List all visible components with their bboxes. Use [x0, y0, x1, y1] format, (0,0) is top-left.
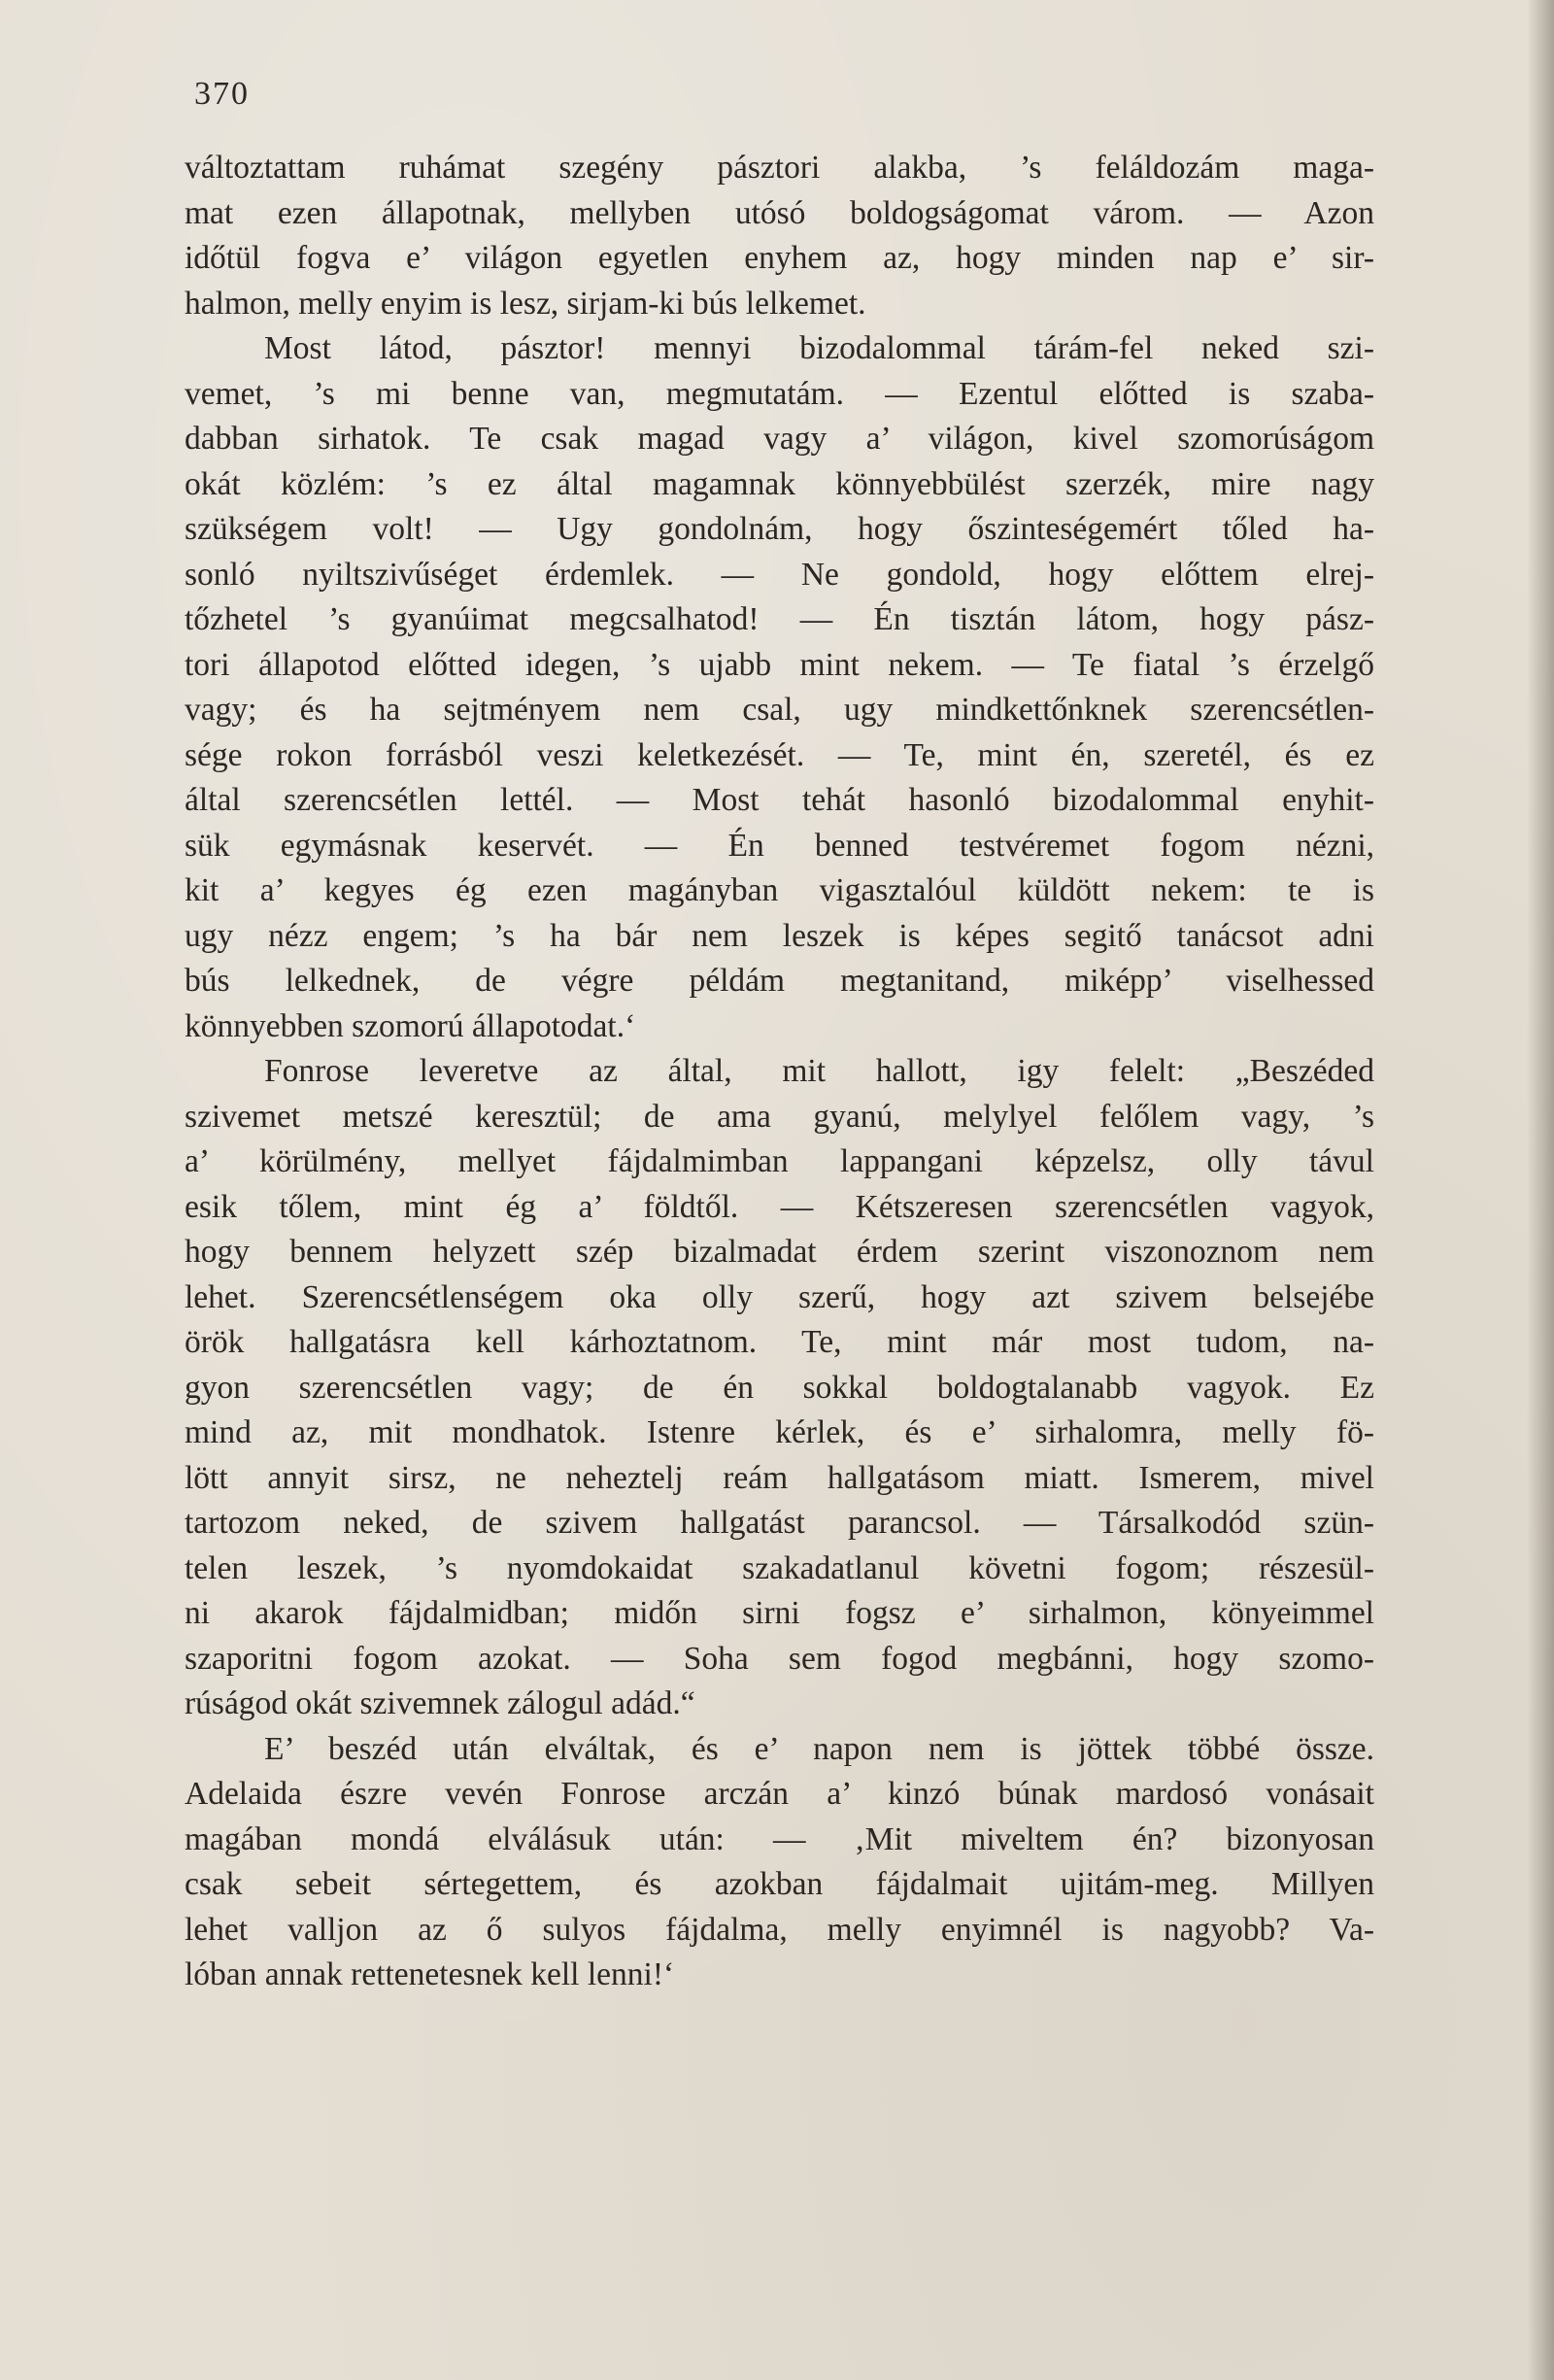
text-line: szivemet metszé keresztül; de ama gyanú, melylyel felőlem vagy, ’s — [185, 1098, 1374, 1135]
text-line: Fonrose leveretve az által, mit hallott, igy felelt: „Beszéded — [264, 1053, 1374, 1089]
text-line: örök hallgatásra kell kárhoztatnom. Te, mint már most tudom, na- — [185, 1324, 1374, 1360]
text-line: hogy bennem helyzett szép bizalmadat érdem szerint viszonoznom nem — [185, 1234, 1374, 1270]
text-line: mat ezen állapotnak, mellyben utósó boldogságomat várom. — Azon — [185, 194, 1374, 231]
text-line: sége rokon forrásból veszi keletkezését. — Te, mint én, szeretél, és ez — [185, 736, 1374, 773]
text-line: kit a’ kegyes ég ezen magányban vigasztalóul küldött nekem: te is — [185, 872, 1374, 908]
text-line: sük egymásnak keservét. — Én benned testvéremet fogom nézni, — [185, 827, 1374, 864]
text-line: bús lelkednek, de végre példám megtanitand, miképp’ viselhessed — [185, 963, 1374, 999]
text-line: lehet. Szerencsétlenségem oka olly szerű, hogy azt szivem belsejébe — [185, 1278, 1374, 1315]
text-line: mind az, mit mondhatok. Istenre kérlek, és e’ sirhalomra, melly fö- — [185, 1414, 1374, 1450]
text-line: ugy nézz engem; ’s ha bár nem leszek is képes segitő tanácsot adni — [185, 917, 1374, 954]
text-line: halmon, melly enyim is lesz, sirjam-ki bús lelkemet. — [185, 285, 866, 322]
text-line: telen leszek, ’s nyomdokaidat szakadatlanul követni fogom; részesül- — [185, 1549, 1374, 1586]
text-line: tartozom neked, de szivem hallgatást parancsol. — Társalkodód szün- — [185, 1505, 1374, 1541]
page-number: 370 — [194, 76, 250, 112]
text-line: magában mondá elválásuk után: — ‚Mit miveltem én? bizonyosan — [185, 1820, 1374, 1857]
text-line: lött annyit sirsz, ne neheztelj reám hallgatásom miatt. Ismerem, mivel — [185, 1459, 1374, 1496]
text-line: Adelaida észre vevén Fonrose arczán a’ kinzó búnak mardosó vonásait — [185, 1776, 1374, 1812]
text-line: csak sebeit sértegettem, és azokban fájdalmait ujitám-meg. Millyen — [185, 1866, 1374, 1902]
text-line: okát közlém: ’s ez által magamnak könnyebbülést szerzék, mire nagy — [185, 465, 1374, 502]
text-line: a’ körülmény, mellyet fájdalmimban lappangani képzelsz, olly távul — [185, 1143, 1374, 1179]
text-line: vagy; és ha sejtményem nem csal, ugy mindkettőnknek szerencsétlen- — [185, 692, 1374, 728]
text-line: szaporitni fogom azokat. — Soha sem fogod megbánni, hogy szomo- — [185, 1640, 1374, 1677]
text-line: változtattam ruhámat szegény pásztori alakba, ’s feláldozám maga- — [185, 150, 1374, 186]
text-line: időtül fogva e’ világon egyetlen enyhem az, hogy minden nap e’ sir- — [185, 240, 1374, 276]
text-line: E’ beszéd után elváltak, és e’ napon nem is jöttek többé össze. — [264, 1730, 1374, 1767]
page-edge-shadow — [1527, 0, 1554, 2380]
text-line: által szerencsétlen lettél. — Most tehát hasonló bizodalommal enyhit- — [185, 782, 1374, 818]
paragraph-2 — [185, 326, 1374, 1049]
body-text — [185, 146, 1374, 1998]
paragraph-4 — [185, 1727, 1374, 1998]
text-line: esik tőlem, mint ég a’ földtől. — Kétszeresen szerencsétlen vagyok, — [185, 1188, 1374, 1225]
text-line: szükségem volt! — Ugy gondolnám, hogy őszinteségemért tőled ha- — [185, 511, 1374, 547]
text-line: könnyebben szomorú állapotodat.‘ — [185, 1007, 636, 1044]
text-line: gyon szerencsétlen vagy; de én sokkal boldogtalanabb vagyok. Ez — [185, 1369, 1374, 1406]
paragraph-3 — [185, 1049, 1374, 1727]
text-line: dabban sirhatok. Te csak magad vagy a’ világon, kivel szomorúságom — [185, 421, 1374, 457]
text-line: tőzhetel ’s gyanúimat megcsalhatod! — Én tisztán látom, hogy pász- — [185, 601, 1374, 637]
text-line: ni akarok fájdalmidban; midőn sirni fogsz e’ sirhalmon, könyeimmel — [185, 1595, 1374, 1631]
text-line: sonló nyiltszivűséget érdemlek. — Ne gondold, hogy előttem elrej- — [185, 556, 1374, 593]
text-line: lehet valljon az ő sulyos fájdalma, melly enyimnél is nagyobb? Va- — [185, 1911, 1374, 1948]
text-line: lóban annak rettenetesnek kell lenni!‘ — [185, 1956, 675, 1992]
text-line: tori állapotod előtted idegen, ’s ujabb mint nekem. — Te fiatal ’s érzelgő — [185, 646, 1374, 683]
text-line: Most látod, pásztor! mennyi bizodalommal tárám-fel neked szi- — [264, 330, 1374, 366]
paragraph-1 — [185, 146, 1374, 326]
text-line: rúságod okát szivemnek zálogul adád.“ — [185, 1685, 695, 1721]
text-line: vemet, ’s mi benne van, megmutatám. — Ezentul előtted is szaba- — [185, 375, 1374, 412]
